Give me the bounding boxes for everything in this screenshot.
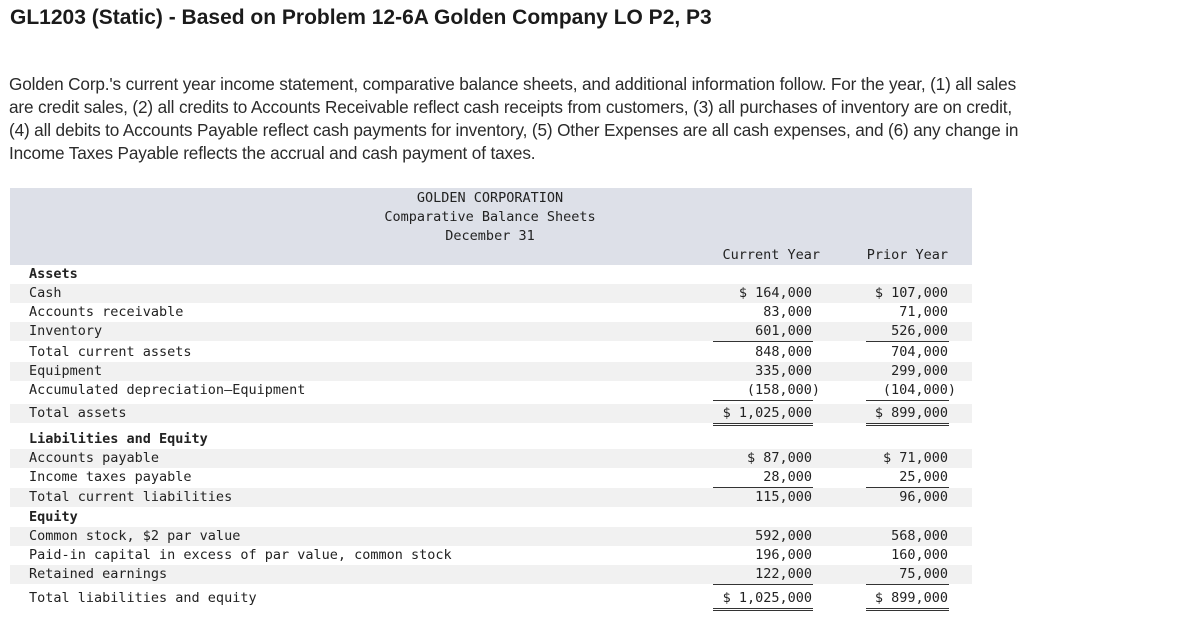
table-row	[10, 322, 972, 341]
intro-paragraph	[9, 73, 1179, 165]
column-header-prior-year: Prior Year	[866, 247, 948, 263]
table-row	[10, 381, 972, 400]
row-label: Cash	[29, 285, 62, 301]
current-year-value: 592,000	[755, 528, 812, 544]
underline	[713, 400, 813, 401]
table-row	[10, 589, 972, 608]
table-row	[10, 565, 972, 584]
column-header-current-year: Current Year	[722, 247, 820, 263]
intro-line: are credit sales, (2) all credits to Accounts Receivable reflect cash receipts from customers, (3) all purchases of inventory are on credit,	[9, 97, 1013, 117]
prior-year-value: 96,000	[899, 489, 948, 505]
section-heading-assets	[10, 265, 972, 284]
table-row	[10, 449, 972, 468]
underline	[713, 584, 813, 585]
underline	[866, 341, 949, 342]
row-label: Retained earnings	[29, 566, 168, 582]
balance-sheet	[10, 188, 972, 612]
double-underline	[866, 608, 949, 611]
current-year-value: 122,000	[755, 566, 812, 582]
prior-year-value: 25,000	[899, 469, 948, 485]
prior-year-value: $ 899,000	[874, 405, 948, 421]
intro-line: (4) all debits to Accounts Payable reflect cash payments for inventory, (5) Other Expenses are all cash expenses, and (6) any change in	[9, 120, 1019, 140]
table-row	[10, 546, 972, 565]
row-label: Total current assets	[29, 344, 192, 360]
table-row	[10, 404, 972, 423]
table-row	[10, 362, 972, 381]
table-row	[10, 284, 972, 303]
row-label: Paid-in capital in excess of par value, common stock	[29, 547, 452, 563]
row-label: Common stock, $2 par value	[29, 528, 241, 544]
table-row	[10, 488, 972, 507]
statement-date: December 31	[445, 228, 535, 244]
row-label: Total liabilities and equity	[29, 590, 257, 606]
page-title: GL1203 (Static) - Based on Problem 12-6A Golden Company LO P2, P3	[10, 6, 712, 29]
current-year-value: $ 87,000	[746, 450, 812, 466]
current-year-value: 115,000	[755, 489, 812, 505]
underline	[713, 341, 813, 342]
table-row	[10, 343, 972, 362]
table-row	[10, 527, 972, 546]
current-year-value: 335,000	[755, 363, 812, 379]
prior-year-value: 526,000	[891, 323, 948, 339]
row-label: Equity	[29, 509, 78, 525]
statement-title: Comparative Balance Sheets	[384, 209, 596, 225]
prior-year-value: 299,000	[891, 363, 948, 379]
prior-year-value: 71,000	[899, 304, 948, 320]
table-row	[10, 303, 972, 322]
row-label: Total assets	[29, 405, 127, 421]
current-year-value: 848,000	[755, 344, 812, 360]
prior-year-value: 568,000	[891, 528, 948, 544]
double-underline	[866, 423, 949, 426]
double-underline	[713, 608, 813, 611]
prior-year-value: (104,000)	[882, 382, 956, 398]
current-year-value: $ 1,025,000	[722, 405, 812, 421]
current-year-value: 601,000	[755, 323, 812, 339]
prior-year-value: $ 71,000	[882, 450, 948, 466]
prior-year-value: $ 899,000	[874, 590, 948, 606]
current-year-value: 28,000	[763, 469, 812, 485]
row-label: Accounts payable	[29, 450, 160, 466]
underline	[866, 400, 949, 401]
underline	[866, 584, 949, 585]
section-heading-equity	[10, 508, 972, 527]
prior-year-value: 160,000	[891, 547, 948, 563]
row-label: Accounts receivable	[29, 304, 184, 320]
intro-line: Golden Corp.'s current year income statement, comparative balance sheets, and additional information follow. For the year, (1) all sales	[9, 74, 1017, 94]
row-label: Assets	[29, 266, 78, 282]
current-year-value: 196,000	[755, 547, 812, 563]
row-label: Income taxes payable	[29, 469, 192, 485]
row-label: Equipment	[29, 363, 103, 379]
prior-year-value: $ 107,000	[874, 285, 948, 301]
intro-line: Income Taxes Payable reflects the accrual and cash payment of taxes.	[9, 143, 536, 163]
current-year-value: $ 1,025,000	[722, 590, 812, 606]
current-year-value: (158,000)	[746, 382, 820, 398]
table-row	[10, 468, 972, 487]
prior-year-value: 75,000	[899, 566, 948, 582]
section-heading-liabilities-equity	[10, 430, 972, 449]
row-label: Inventory	[29, 323, 103, 339]
current-year-value: 83,000	[763, 304, 812, 320]
row-label: Accumulated depreciation—Equipment	[29, 382, 306, 398]
company-name: GOLDEN CORPORATION	[416, 190, 564, 206]
double-underline	[713, 423, 813, 426]
current-year-value: $ 164,000	[738, 285, 812, 301]
prior-year-value: 704,000	[891, 344, 948, 360]
row-label: Liabilities and Equity	[29, 431, 208, 447]
row-label: Total current liabilities	[29, 489, 233, 505]
